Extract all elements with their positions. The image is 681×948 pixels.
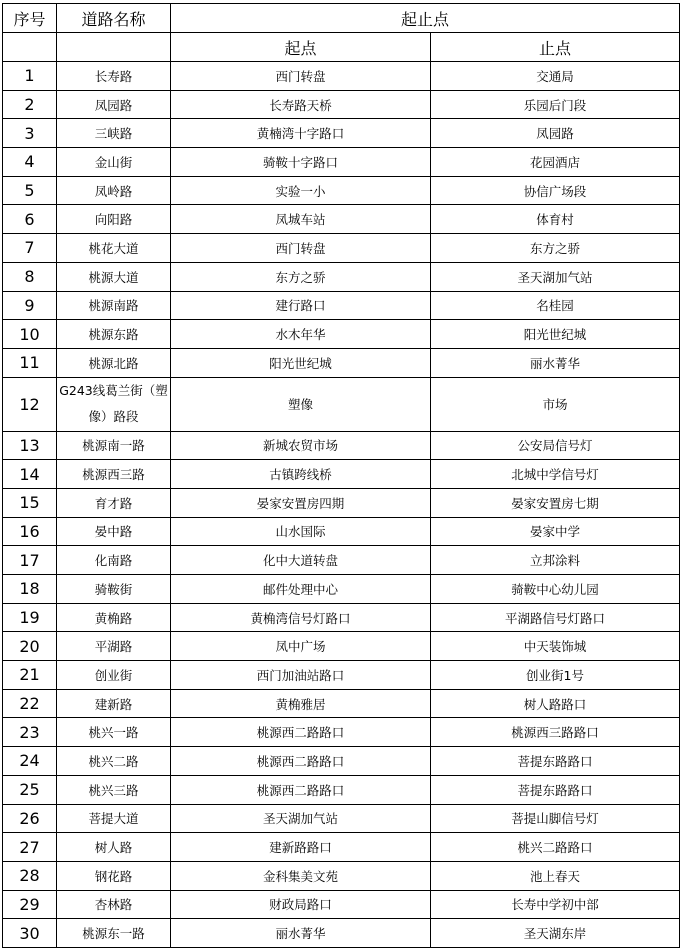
row-number: 12 xyxy=(3,377,57,431)
row-number: 19 xyxy=(3,603,57,632)
table-row xyxy=(3,546,680,575)
header-road-name: 道路名称 xyxy=(57,4,171,33)
row-road-name: 凤岭路 xyxy=(57,176,171,205)
row-start-point: 金科集美文苑 xyxy=(171,861,431,890)
row-road-name: 黄桷路 xyxy=(57,603,171,632)
header-end: 止点 xyxy=(431,33,680,62)
row-start-point: 桃源西二路路口 xyxy=(171,775,431,804)
row-road-name: 创业街 xyxy=(57,661,171,690)
row-end-point: 中天装饰城 xyxy=(431,632,680,661)
row-end-point: 立邦涂料 xyxy=(431,546,680,575)
table-row xyxy=(3,90,680,119)
row-number: 10 xyxy=(3,320,57,349)
row-number: 20 xyxy=(3,632,57,661)
row-road-name: 凤园路 xyxy=(57,90,171,119)
table-row xyxy=(3,603,680,632)
row-start-point: 长寿路天桥 xyxy=(171,90,431,119)
row-end-point: 丽水菁华 xyxy=(431,348,680,377)
road-table xyxy=(2,3,680,948)
row-road-name: 桃源西三路 xyxy=(57,460,171,489)
row-end-point: 公安局信号灯 xyxy=(431,431,680,460)
table-row xyxy=(3,861,680,890)
row-end-point: 名桂园 xyxy=(431,291,680,320)
row-road-name: 桃源东一路 xyxy=(57,919,171,948)
row-number: 17 xyxy=(3,546,57,575)
row-end-point: 晏家安置房七期 xyxy=(431,488,680,517)
row-number: 30 xyxy=(3,919,57,948)
row-end-point: 协信广场段 xyxy=(431,176,680,205)
row-road-name: 桃源大道 xyxy=(57,262,171,291)
row-number: 14 xyxy=(3,460,57,489)
row-number: 5 xyxy=(3,176,57,205)
row-number: 22 xyxy=(3,689,57,718)
row-number: 26 xyxy=(3,804,57,833)
row-number: 16 xyxy=(3,517,57,546)
table-row xyxy=(3,775,680,804)
row-start-point: 阳光世纪城 xyxy=(171,348,431,377)
row-end-point: 池上春天 xyxy=(431,861,680,890)
row-number: 3 xyxy=(3,119,57,148)
table-row xyxy=(3,689,680,718)
row-start-point: 晏家安置房四期 xyxy=(171,488,431,517)
row-number: 8 xyxy=(3,262,57,291)
table-row xyxy=(3,205,680,234)
row-start-point: 黄楠湾十字路口 xyxy=(171,119,431,148)
row-number: 29 xyxy=(3,890,57,919)
subheader-row xyxy=(3,33,680,62)
row-end-point: 骑鞍中心幼儿园 xyxy=(431,575,680,604)
row-number: 7 xyxy=(3,234,57,263)
row-start-point: 西门转盘 xyxy=(171,234,431,263)
row-end-point: 创业街1号 xyxy=(431,661,680,690)
row-road-name: 育才路 xyxy=(57,488,171,517)
row-start-point: 东方之骄 xyxy=(171,262,431,291)
row-road-name: 桃兴一路 xyxy=(57,718,171,747)
row-end-point: 桃源西三路路口 xyxy=(431,718,680,747)
row-start-point: 凤城车站 xyxy=(171,205,431,234)
row-number: 4 xyxy=(3,148,57,177)
row-start-point: 财政局路口 xyxy=(171,890,431,919)
row-start-point: 建新路路口 xyxy=(171,833,431,862)
row-end-point: 交通局 xyxy=(431,62,680,91)
row-road-name: 桃源南一路 xyxy=(57,431,171,460)
row-start-point: 水木年华 xyxy=(171,320,431,349)
table-row xyxy=(3,62,680,91)
table-row xyxy=(3,262,680,291)
subheader-empty-index xyxy=(3,33,57,62)
row-road-name: 长寿路 xyxy=(57,62,171,91)
row-road-name: 树人路 xyxy=(57,833,171,862)
row-road-name: 骑鞍街 xyxy=(57,575,171,604)
row-number: 15 xyxy=(3,488,57,517)
row-end-point: 菩提东路路口 xyxy=(431,775,680,804)
table-row xyxy=(3,488,680,517)
row-road-name: 桃花大道 xyxy=(57,234,171,263)
row-road-name: 桃兴三路 xyxy=(57,775,171,804)
row-start-point: 骑鞍十字路口 xyxy=(171,148,431,177)
row-number: 9 xyxy=(3,291,57,320)
table-row xyxy=(3,804,680,833)
row-end-point: 桃兴二路路口 xyxy=(431,833,680,862)
row-end-point: 花园酒店 xyxy=(431,148,680,177)
row-end-point: 乐园后门段 xyxy=(431,90,680,119)
row-road-name: 菩提大道 xyxy=(57,804,171,833)
row-end-point: 菩提山脚信号灯 xyxy=(431,804,680,833)
row-start-point: 桃源西二路路口 xyxy=(171,747,431,776)
table-row xyxy=(3,517,680,546)
header-index: 序号 xyxy=(3,4,57,33)
row-start-point: 化中大道转盘 xyxy=(171,546,431,575)
row-start-point: 塑像 xyxy=(171,377,431,431)
row-number: 18 xyxy=(3,575,57,604)
table-row xyxy=(3,291,680,320)
row-end-point: 平湖路信号灯路口 xyxy=(431,603,680,632)
row-end-point: 东方之骄 xyxy=(431,234,680,263)
table-row xyxy=(3,119,680,148)
table-row xyxy=(3,348,680,377)
row-end-point: 圣天湖东岸 xyxy=(431,919,680,948)
row-end-point: 菩提东路路口 xyxy=(431,747,680,776)
table-row xyxy=(3,460,680,489)
row-end-point: 树人路路口 xyxy=(431,689,680,718)
row-road-name: 三峡路 xyxy=(57,119,171,148)
row-road-name: 化南路 xyxy=(57,546,171,575)
row-start-point: 西门加油站路口 xyxy=(171,661,431,690)
table-body xyxy=(3,62,680,948)
row-road-name: 建新路 xyxy=(57,689,171,718)
row-start-point: 邮件处理中心 xyxy=(171,575,431,604)
row-end-point: 体育村 xyxy=(431,205,680,234)
row-start-point: 黄桷湾信号灯路口 xyxy=(171,603,431,632)
row-end-point: 圣天湖加气站 xyxy=(431,262,680,291)
row-number: 13 xyxy=(3,431,57,460)
row-road-name: 杏林路 xyxy=(57,890,171,919)
row-number: 23 xyxy=(3,718,57,747)
table-row xyxy=(3,176,680,205)
row-start-point: 实验一小 xyxy=(171,176,431,205)
row-start-point: 圣天湖加气站 xyxy=(171,804,431,833)
table-row xyxy=(3,377,680,431)
table-row xyxy=(3,148,680,177)
row-end-point: 晏家中学 xyxy=(431,517,680,546)
row-road-name: 桃兴二路 xyxy=(57,747,171,776)
row-start-point: 凤中广场 xyxy=(171,632,431,661)
row-road-name: 钢花路 xyxy=(57,861,171,890)
row-number: 1 xyxy=(3,62,57,91)
row-end-point: 市场 xyxy=(431,377,680,431)
row-road-name: 晏中路 xyxy=(57,517,171,546)
row-number: 11 xyxy=(3,348,57,377)
row-start-point: 黄桷雅居 xyxy=(171,689,431,718)
row-number: 27 xyxy=(3,833,57,862)
table-row xyxy=(3,833,680,862)
header-range: 起止点 xyxy=(171,4,680,33)
row-road-name: 桃源北路 xyxy=(57,348,171,377)
subheader-empty-road xyxy=(57,33,171,62)
row-start-point: 山水国际 xyxy=(171,517,431,546)
row-number: 2 xyxy=(3,90,57,119)
row-number: 25 xyxy=(3,775,57,804)
row-number: 28 xyxy=(3,861,57,890)
row-start-point: 古镇跨线桥 xyxy=(171,460,431,489)
row-start-point: 建行路口 xyxy=(171,291,431,320)
row-end-point: 北城中学信号灯 xyxy=(431,460,680,489)
row-road-name: G243线葛兰街（塑像）路段 xyxy=(57,377,171,431)
row-end-point: 长寿中学初中部 xyxy=(431,890,680,919)
row-road-name: 桃源南路 xyxy=(57,291,171,320)
row-start-point: 新城农贸市场 xyxy=(171,431,431,460)
row-number: 24 xyxy=(3,747,57,776)
row-end-point: 凤园路 xyxy=(431,119,680,148)
row-number: 21 xyxy=(3,661,57,690)
row-end-point: 阳光世纪城 xyxy=(431,320,680,349)
table-row xyxy=(3,431,680,460)
table-row xyxy=(3,320,680,349)
table-row xyxy=(3,575,680,604)
table-row xyxy=(3,661,680,690)
row-road-name: 向阳路 xyxy=(57,205,171,234)
row-start-point: 丽水菁华 xyxy=(171,919,431,948)
row-road-name: 金山街 xyxy=(57,148,171,177)
row-road-name: 桃源东路 xyxy=(57,320,171,349)
header-row xyxy=(3,4,680,33)
table-row xyxy=(3,747,680,776)
table-row xyxy=(3,718,680,747)
header-start: 起点 xyxy=(171,33,431,62)
row-start-point: 西门转盘 xyxy=(171,62,431,91)
row-road-name: 平湖路 xyxy=(57,632,171,661)
table-row xyxy=(3,890,680,919)
table-row xyxy=(3,919,680,948)
table-row xyxy=(3,234,680,263)
table-row xyxy=(3,632,680,661)
row-start-point: 桃源西二路路口 xyxy=(171,718,431,747)
row-number: 6 xyxy=(3,205,57,234)
